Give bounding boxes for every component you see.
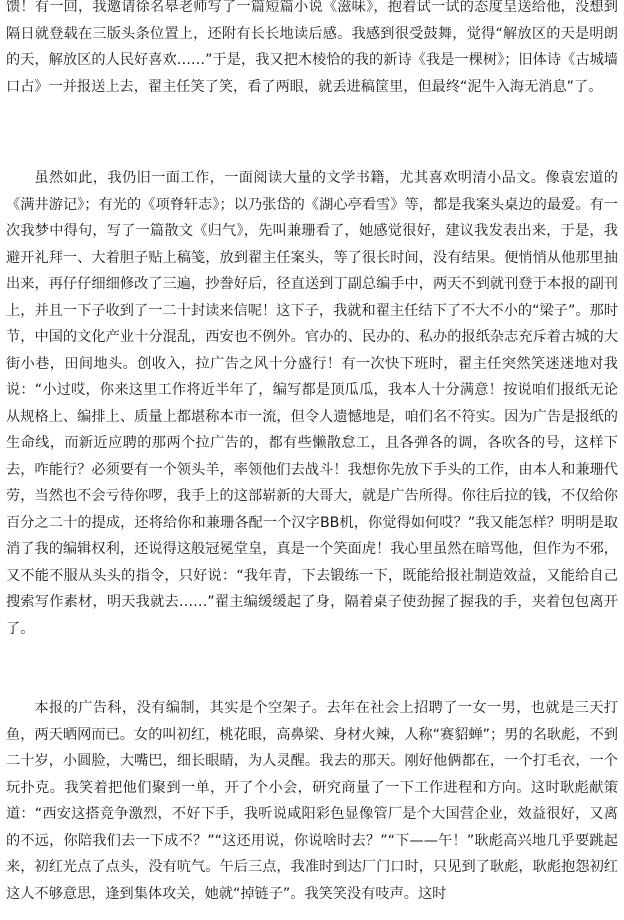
paragraph-3: 本报的广告科，没有编制，其实是个空架子。去年在社会上招聘了一女一男，也就是三天打鱼，两天晒网而已。女的叫初红，桃花眼，高鼻梁、身材火辣，人称“赛貂蝉”；男的名耿彪，不到二十岁，小圆脸，大嘴巴，细长眼睛，为人灵醒。我去的那天。刚好他俩都在，一个打毛衣，一个玩扑克。我笑着把他们聚到一单，开了个小会，研究商量了一下工作进程和方向。这时耿彪献策道：“西安这搭竞争激烈，不好下手，我听说咸阳彩色显像管厂是个大国营企业，效益很好，又离的不远，你陪我们去一下成不？”“这还用说，你说啥时去？”“下——午！”耿彪高兴地几乎要跳起来，初红光点了点头，没有吭气。午后三点，我准时到达厂门口时，只见到了耿彪，耿彪抱怨初红这人不够意思，逢到集体攻关，她就“掉链子”。我笑笑没有吱声。这时: [6, 700, 618, 902]
paragraph-2: 虽然如此，我仍旧一面工作，一面阅读大量的文学书籍，尤其喜欢明清小品文。像袁宏道的《满井游记》；有光的《项脊轩志》；以乃张岱的《湖心亭看雪》等，都是我案头桌边的最爱。有一次我梦中得句，写了一篇散文《归气》，先叫兼珊看了，她感觉很好，建议我发表出来，于是，我避开礼拜一、大着胆子贴上稿笺，放到翟主任案头，等了很长时间，没有结果。便悄悄从他那里抽出来，再仔仔细细修改了三遍，抄誊好后，径直送到丁副总编手中，两天不到就刊登于本报的副刊上，并且一下子收到了一二十封读来信呢！这下子，我就和翟主任结下了不大不小的“梁子”。那时节，中国的文化产业十分混乱，西安也不例外。官办的、民办的、私办的报纸杂志充斥着古城的大街小巷，田间地头。创收入，拉广告之风十分盛行！有一次快下班时，翟主任突然笑迷迷地对我说：“小过哎，你来这里工作将近半年了，编写都是顶瓜瓜，我本人十分满意！按说咱们报纸无论从规格上、编排上、质量上都堪称本市一流，但令人遗憾地是，咱们名不符实。因为广告是报纸的生命线，而新近应聘的那两个拉广告的，都有些懒散怠工，且各弹各的调，各吹各的号，这样下去，咋能行？必须要有一个领头羊，率领他们去战斗！我想你先放下手头的工作，由本人和兼珊代劳，当然也不会亏待你啰，我手上的这部崭新的大哥大，就是广告所得。你往后拉的钱，不仅给你百分之二十的提成，还将给你和兼珊各配一个汉字BB机，你觉得如何哎？”我又能怎样？明明是取消了我的编辑权利，还说得这般冠冕堂皇，真是一个笑面虎！我心里虽然在暗骂他，但作为不邪，又不能不服从头头的指令，只好说：“我年青，下去锻练一下，既能给报社制造效益，又能给自己搜索写作素材，明天我就去……”翟主编缓缓起了身，隔着桌子使劲握了握我的手，夹着包包离开了。: [6, 170, 618, 637]
paragraph-1: 馈！有一回，我邀请徐名皋老师写了一篇短篇小说《滋味》，抱着试一试的态度呈送给他，没想到隔日就登载在三版头条位置上，还附有长长地读后感。我感到很受鼓舞，觉得“解放区的天是明朗的天，解放区的人民好喜欢……”于是，我又把木棱恰的我的新诗《我是一棵树》；旧体诗《古城墙口占》一并报送上去，翟主任笑了笑，看了两眼，就丢进稿筐里，但最终“泥牛入海无消息”了。: [6, 0, 618, 95]
